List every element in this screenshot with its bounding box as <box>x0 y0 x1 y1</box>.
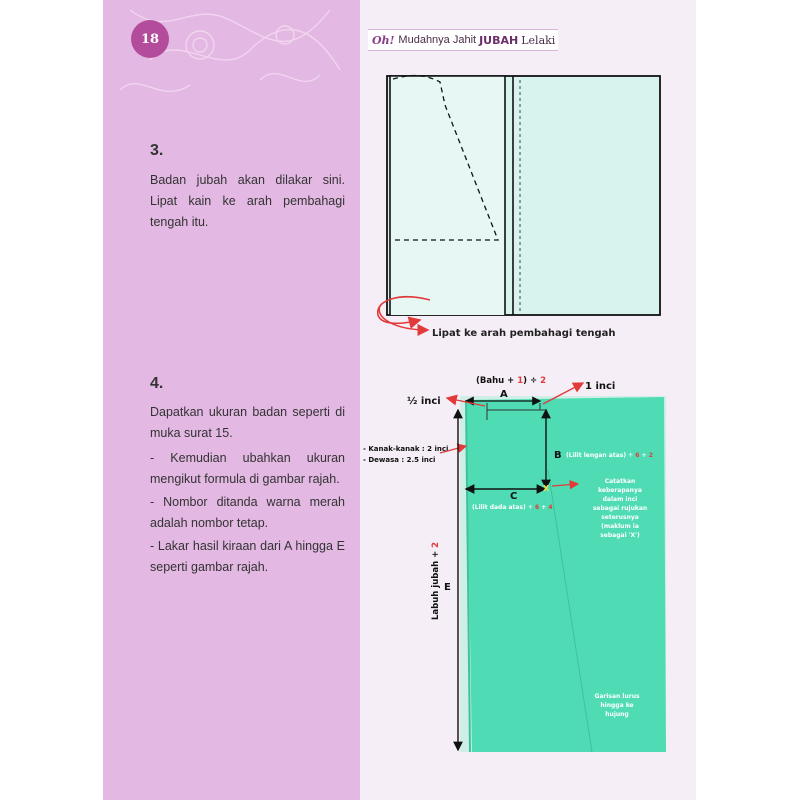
label-c: C <box>510 491 518 502</box>
step4-paragraph-4: - Lakar hasil kiraan dari A hingga E seperti gambar rajah. <box>150 539 345 574</box>
svg-text:(maklum ia: (maklum ia <box>601 523 639 530</box>
svg-text:seterusnya: seterusnya <box>601 514 639 521</box>
left-panel <box>103 0 360 800</box>
svg-text:Labuh jubah + 2 <box>431 542 441 620</box>
label-a: A <box>500 389 508 400</box>
kanak-kanak-label: - Kanak-kanak : 2 inci <box>363 445 449 453</box>
svg-text:keberapanya: keberapanya <box>598 487 642 494</box>
step3-diagram <box>378 76 660 339</box>
svg-text:Garisan lurus: Garisan lurus <box>594 693 640 700</box>
label-e: E <box>444 582 451 593</box>
svg-text:hingga ke: hingga ke <box>600 702 634 709</box>
step3-text: Badan jubah akan dilakar sini. Lipat kain ke arah pembahagi tengah itu. <box>150 173 345 229</box>
formula-b-part1: (Lilit lengan atas) ÷ <box>566 452 636 459</box>
dewasa-label: - Dewasa : 2.5 inci <box>363 456 436 464</box>
step4-number: 4. <box>150 375 164 392</box>
labuh-red: 2 <box>431 541 441 548</box>
formula-b-part2: + <box>639 452 649 459</box>
formula-a-red1: 1 <box>517 376 524 386</box>
page-header <box>368 29 558 51</box>
header-suffix: Lelaki <box>521 33 556 47</box>
formula-c-part2: + <box>539 504 549 511</box>
formula-b-red1: 6 <box>635 452 640 459</box>
one-inch-label: 1 inci <box>585 381 616 392</box>
formula-b-red2: 2 <box>648 452 653 459</box>
page-number-badge: 18 <box>131 20 169 58</box>
formula-a-part1: (Bahu + <box>476 376 518 386</box>
svg-text:(Bahu + 1) ÷ 2 <box>476 376 546 386</box>
step3-diagram-label: Lipat ke arah pembahagi tengah <box>432 328 616 339</box>
formula-c-red2: 4 <box>548 504 553 511</box>
labuh-label: Labuh jubah + <box>431 547 441 620</box>
svg-text:(Lilit lengan atas) ÷ 6 + 2 <box>566 452 653 459</box>
label-b: B <box>554 450 562 461</box>
header-text: Mudahnya Jahit <box>398 34 477 46</box>
formula-a-red2: 2 <box>540 376 547 386</box>
step3-number: 3. <box>150 142 164 159</box>
header-bold: JUBAH <box>479 33 519 47</box>
step4-paragraph-2: - Kemudian ubahkan ukuran mengikut formula di gambar rajah. <box>150 451 345 486</box>
svg-text:dalam inci: dalam inci <box>602 496 638 503</box>
svg-text:hujung: hujung <box>605 711 629 718</box>
pattern-diagrams <box>360 60 696 800</box>
step4-paragraph-3: - Nombor ditanda warna merah adalah nombor tetap. <box>150 495 345 530</box>
formula-a-part2: ) ÷ <box>523 376 541 386</box>
svg-text:X: X <box>543 484 550 493</box>
half-inch-label: ½ inci <box>407 396 441 407</box>
step4-diagram <box>363 376 666 752</box>
svg-text:Catatkan: Catatkan <box>604 478 636 485</box>
svg-text:sebagai 'X'): sebagai 'X') <box>600 532 640 539</box>
header-prefix: Oh! <box>372 33 395 47</box>
formula-c-red1: 6 <box>534 504 540 511</box>
step4-paragraph-1: Dapatkan ukuran badan seperti di muka surat 15. <box>150 405 345 440</box>
svg-text:sebagai rujukan: sebagai rujukan <box>592 505 648 512</box>
svg-text:(Lilit dada atas) ÷ 6 + 4 <box>472 504 553 511</box>
formula-c-part1: (Lilit dada atas) ÷ <box>472 504 535 511</box>
